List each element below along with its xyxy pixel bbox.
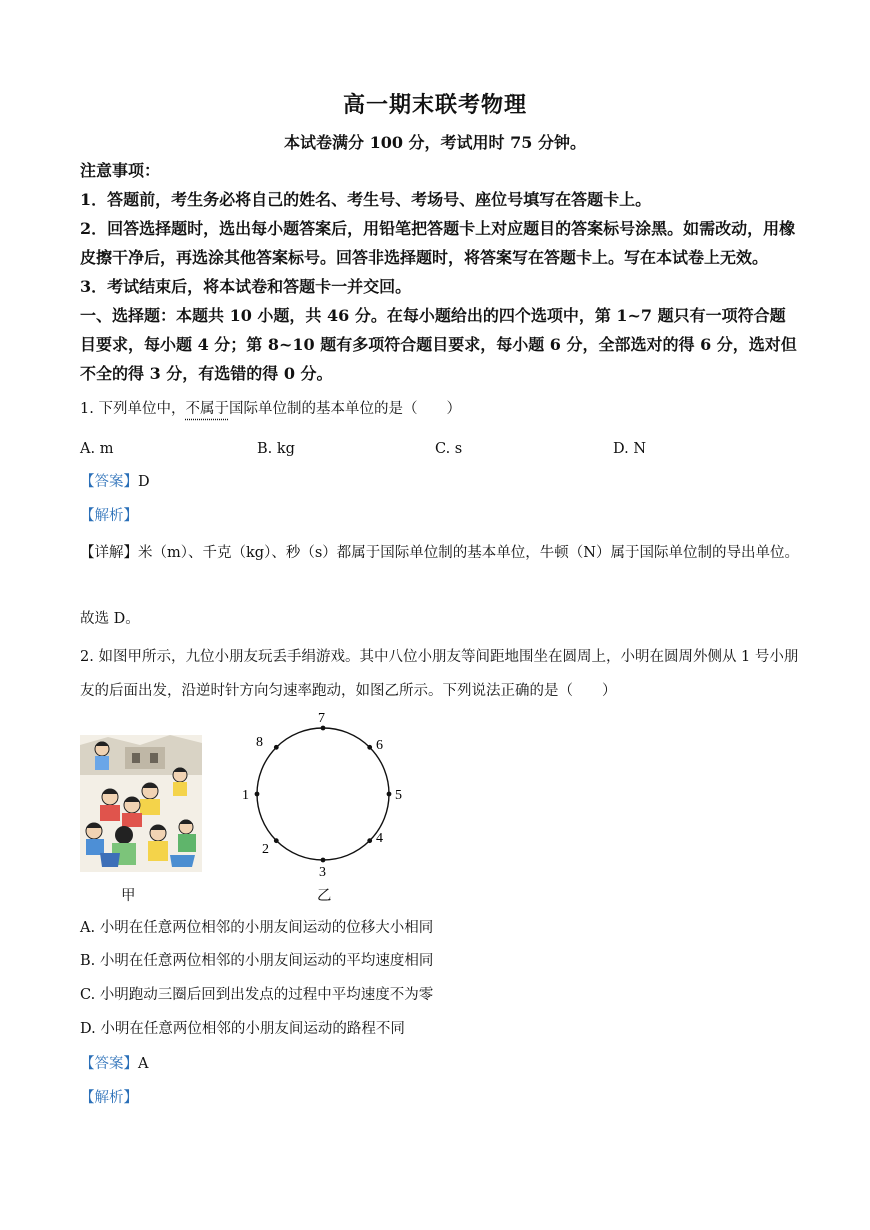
position-8-dot (274, 745, 279, 750)
position-5-dot (387, 792, 392, 797)
q2-option-b: B. 小明在任意两位相邻的小朋友间运动的平均速度相同 (80, 953, 434, 969)
answer-tag: 【答案】 (80, 474, 138, 490)
q2-option-d: D. 小明在任意两位相邻的小朋友间运动的路程不同 (80, 1021, 405, 1037)
circle-diagram (236, 708, 416, 888)
q2-option-c: C. 小明跑动三圈后回到出发点的过程中平均速度不为零 (80, 987, 434, 1003)
circle-label-7: 7 (318, 711, 325, 726)
q1-conclusion: 故选 D。 (80, 611, 140, 627)
analysis-tag: 【解析】 (80, 1090, 138, 1106)
q1-option-a: A. m (80, 441, 114, 457)
notes-item-2: 2．回答选择题时，选出每小题答案后，用铅笔把答题卡上对应题目的答案标号涂黑。如需改动，用橡皮擦干净后，再选涂其他答案标号。回答非选择题时，将答案写在答题卡上。写在本试卷上无效。 (80, 219, 796, 267)
q2-option-a: A. 小明在任意两位相邻的小朋友间运动的位移大小相同 (80, 920, 434, 936)
answer-tag: 【答案】 (80, 1056, 138, 1072)
circle-label-8: 8 (256, 735, 263, 750)
page-title: 高一期末联考物理 (342, 92, 527, 118)
fig-yi-caption: 乙 (317, 888, 332, 904)
circle-label-6: 6 (376, 738, 383, 753)
q1-option-d: D. N (613, 441, 647, 457)
section-heading: 一、选择题：本题共 10 小题，共 46 分。在每小题给出的四个选项中，第 1~7 题只有一项符合题目要求，每小题 4 分；第 8~10 题有多项符合题目要求，每小题 6 分，全部选对的得 6 分，选对但不全的得 3 分，有选错的得 0 分。 (80, 306, 797, 383)
notes-section (80, 156, 800, 388)
position-4-dot (367, 838, 372, 843)
notes-heading: 注意事项： (80, 161, 161, 180)
q2-answer: 【答案】A (80, 1056, 149, 1072)
q2-analysis (80, 1083, 800, 1113)
position-7-dot (321, 726, 326, 731)
q1-analysis (80, 501, 800, 531)
q1-emphasis: 不属于 (185, 401, 229, 417)
notes-item-1: 1．答题前，考生务必将自己的姓名、考生号、考场号、座位号填写在答题卡上。 (80, 190, 652, 209)
circle-label-3: 3 (319, 865, 326, 880)
analysis-tag: 【解析】 (80, 508, 138, 524)
q1-option-c: C. s (435, 441, 463, 457)
q1-options (80, 434, 800, 464)
q1-stem: 1. 下列单位中，不属于国际单位制的基本单位的是（ ） (80, 401, 461, 417)
q2-stem: 2. 如图甲所示，九位小朋友玩丢手绢游戏。其中八位小朋友等间距地围坐在圆周上，小明在圆周外侧从 1 号小朋友的后面出发，沿逆时针方向匀速率跑动，如图乙所示。下列说法正确的是（ ） (80, 649, 799, 699)
q1-detail: 【详解】米（m）、千克（kg）、秒（s）都属于国际单位制的基本单位，牛顿（N）属于国际单位制的导出单位。 (80, 545, 799, 561)
position-6-dot (367, 745, 372, 750)
notes-item-3: 3．考试结束后，将本试卷和答题卡一并交回。 (80, 277, 412, 296)
q1-option-b: B. kg (257, 441, 295, 457)
circle-label-1: 1 (242, 788, 249, 803)
fig-jia-caption: 甲 (121, 888, 136, 904)
circle-label-5: 5 (395, 788, 402, 803)
children-illustration (80, 735, 202, 872)
position-1-dot (255, 792, 260, 797)
circle-label-4: 4 (376, 831, 383, 846)
position-3-dot (321, 858, 326, 863)
page-subtitle: 本试卷满分 100 分，考试用时 75 分钟。 (284, 133, 586, 152)
circle-label-2: 2 (262, 842, 269, 857)
position-2-dot (274, 838, 279, 843)
q1-answer: 【答案】D (80, 474, 150, 490)
